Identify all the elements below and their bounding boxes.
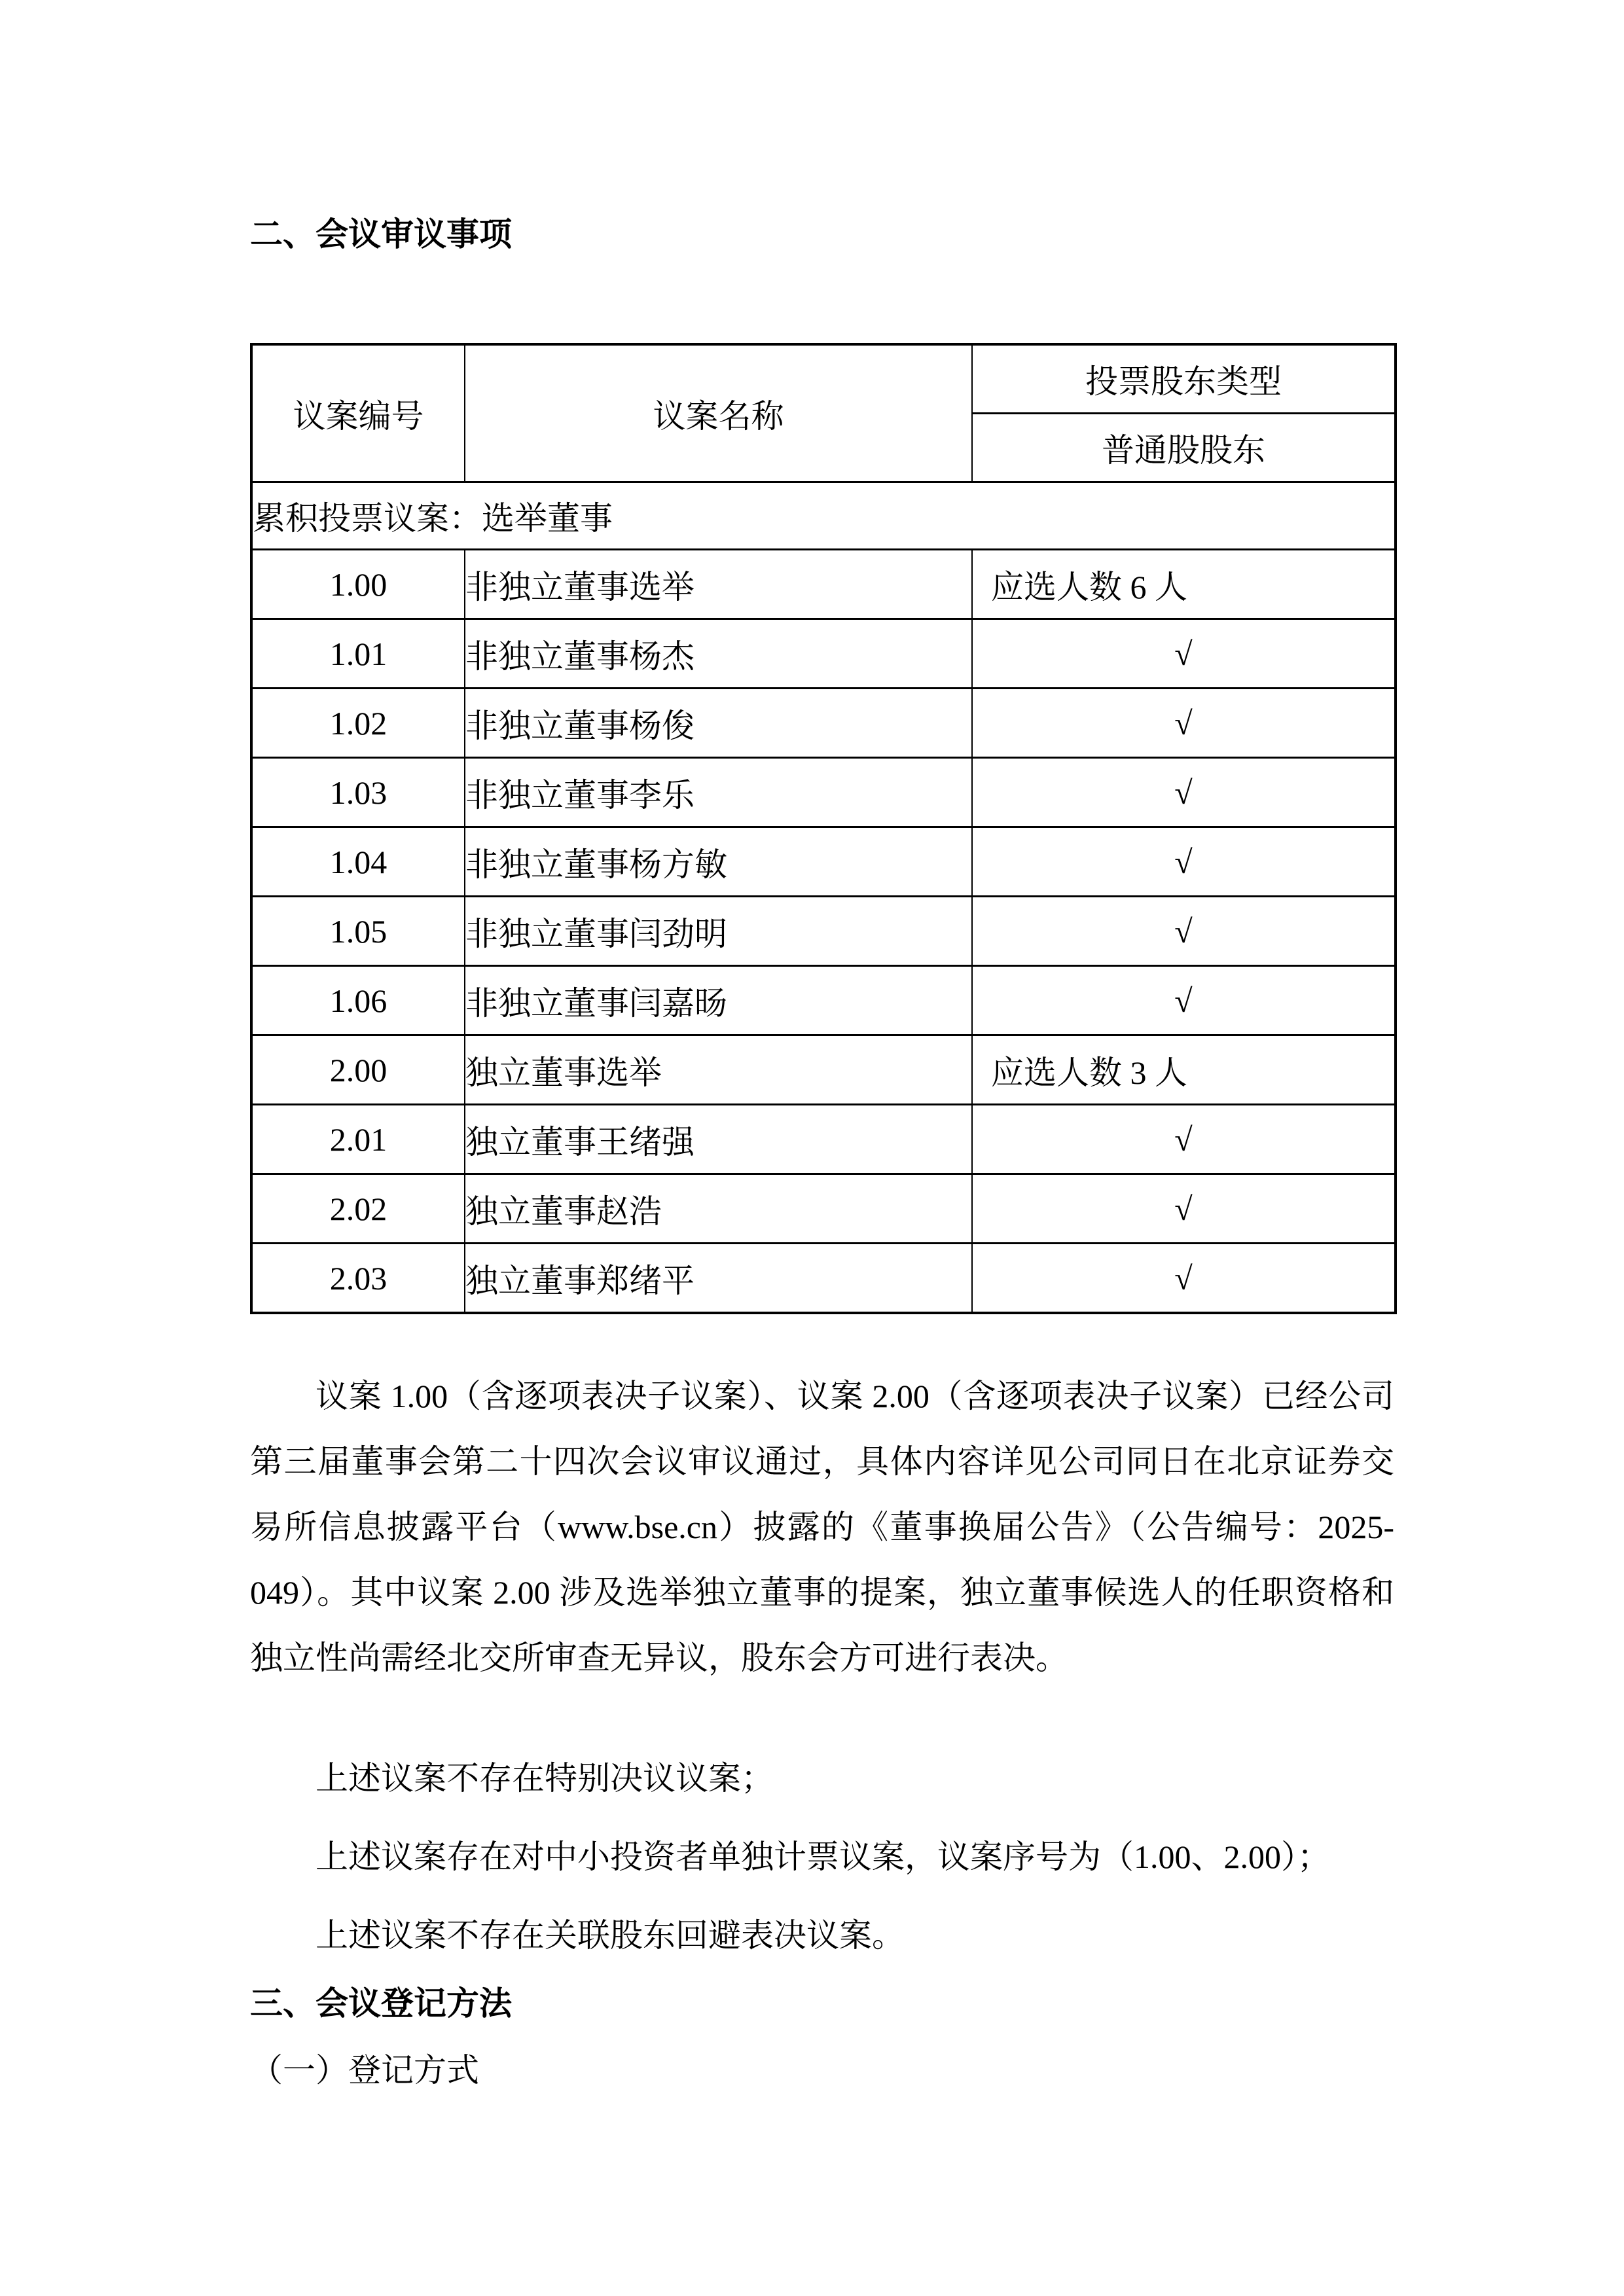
proposal-vote: 应选人数 3 人 [972, 1035, 1396, 1105]
page-content [250, 0, 1394, 2090]
proposal-vote: √ [972, 689, 1396, 758]
proposal-name: 独立董事王绪强 [465, 1105, 972, 1174]
proposal-name: 非独立董事杨俊 [465, 689, 972, 758]
proposal-vote: √ [972, 1244, 1396, 1314]
group-row [251, 482, 1396, 550]
proposal-code: 1.03 [251, 758, 465, 827]
proposal-code: 2.01 [251, 1105, 465, 1174]
proposal-name: 非独立董事闫嘉旸 [465, 966, 972, 1035]
subsection-heading-registration-method: （一）登记方式 [250, 2052, 479, 2089]
proposal-name: 非独立董事选举 [465, 550, 972, 619]
proposal-table-header [251, 344, 1396, 482]
proposal-vote: √ [972, 619, 1396, 689]
table-row [251, 1174, 1396, 1244]
table-row [251, 689, 1396, 758]
column-header-voter-subtype: 普通股股东 [972, 414, 1396, 482]
proposal-vote: 应选人数 6 人 [972, 550, 1396, 619]
proposal-vote: √ [972, 897, 1396, 966]
note-separate-count: 上述议案存在对中小投资者单独计票议案，议案序号为（1.00、2.00）； [316, 1839, 1330, 1875]
proposal-name: 非独立董事闫劲明 [465, 897, 972, 966]
proposal-name: 非独立董事李乐 [465, 758, 972, 827]
proposal-vote: √ [972, 758, 1396, 827]
table-row [251, 827, 1396, 897]
note-related-abstain: 上述议案不存在关联股东回避表决议案。 [316, 1917, 905, 1954]
column-header-code: 议案编号 [251, 344, 465, 482]
table-row [251, 1035, 1396, 1105]
proposal-code: 1.01 [251, 619, 465, 689]
proposal-code: 1.04 [251, 827, 465, 897]
table-row [251, 550, 1396, 619]
column-header-name: 议案名称 [465, 344, 972, 482]
approval-paragraph: 议案 1.00（含逐项表决子议案）、议案 2.00（含逐项表决子议案）已经公司第三届董事会第二十四次会议审议通过，具体内容详见公司同日在北京证券交易所信息披露平台（www.bse.cn）披露的《董事换届公告》（公告编号：2025-049）。其中议案 2.00 涉及选举独立董事的提案，独立董事候选人的任职资格和独立性尚需经北交所审查无异议，股东会方可进行表决。 [250, 1378, 1394, 1676]
group-label: 累积投票议案：选举董事 [251, 482, 1396, 550]
table-row [251, 1244, 1396, 1314]
proposal-code: 2.02 [251, 1174, 465, 1244]
proposal-table [250, 343, 1397, 1314]
proposal-vote: √ [972, 827, 1396, 897]
proposal-code: 1.05 [251, 897, 465, 966]
note-special-resolution: 上述议案不存在特别决议议案； [316, 1760, 774, 1797]
section-heading-registration: 三、会议登记方法 [250, 1985, 512, 2022]
table-row [251, 619, 1396, 689]
table-row [251, 966, 1396, 1035]
section-heading-review: 二、会议审议事项 [250, 216, 512, 253]
header-row-1 [251, 344, 1396, 414]
proposal-code: 1.02 [251, 689, 465, 758]
proposal-vote: √ [972, 1174, 1396, 1244]
proposal-name: 非独立董事杨方敏 [465, 827, 972, 897]
table-row [251, 897, 1396, 966]
proposal-name: 独立董事选举 [465, 1035, 972, 1105]
proposal-code: 2.00 [251, 1035, 465, 1105]
proposal-code: 1.06 [251, 966, 465, 1035]
column-header-voter-type: 投票股东类型 [972, 344, 1396, 414]
proposal-code: 2.03 [251, 1244, 465, 1314]
proposal-vote: √ [972, 1105, 1396, 1174]
proposal-name: 独立董事郑绪平 [465, 1244, 972, 1314]
proposal-code: 1.00 [251, 550, 465, 619]
proposal-vote: √ [972, 966, 1396, 1035]
table-row [251, 758, 1396, 827]
proposal-name: 独立董事赵浩 [465, 1174, 972, 1244]
table-row [251, 1105, 1396, 1174]
proposal-name: 非独立董事杨杰 [465, 619, 972, 689]
